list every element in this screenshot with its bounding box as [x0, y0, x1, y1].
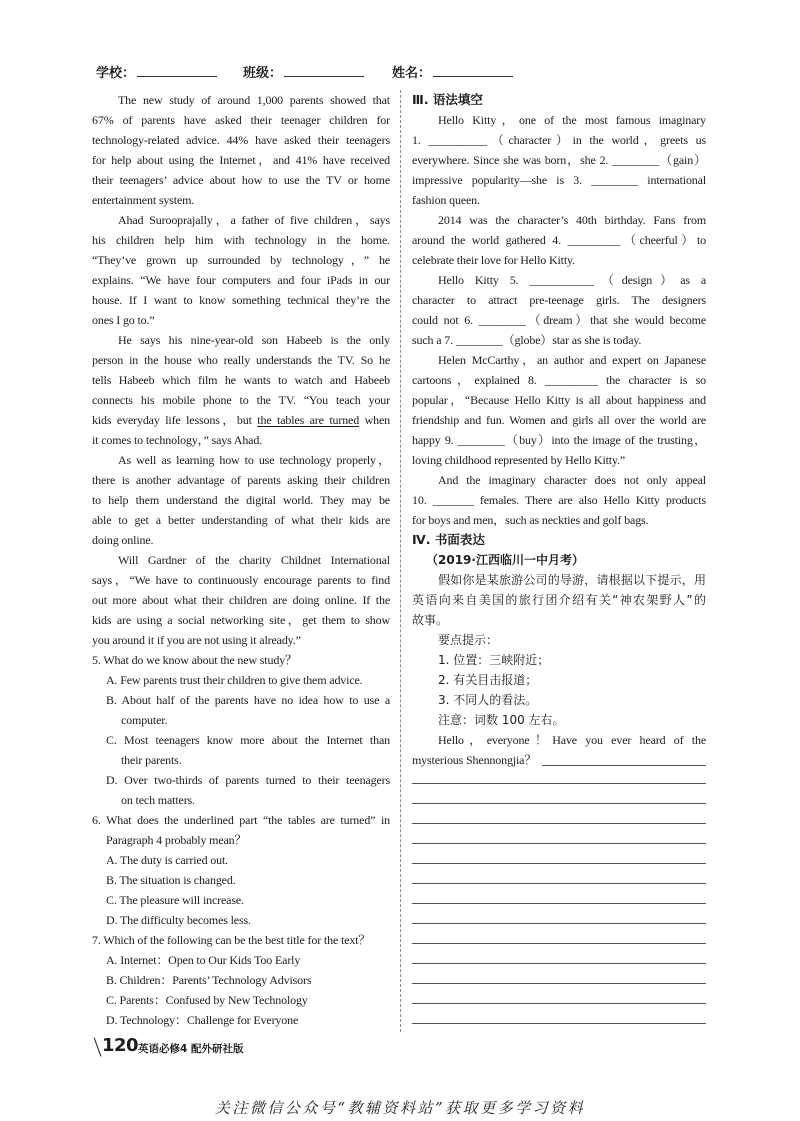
line-text: 2014 was the character’s 40th birthday. Fans from: [438, 213, 706, 227]
answer-line: [412, 1004, 706, 1024]
line-text: their teenagers’ advice about how to use the TV or home: [92, 173, 390, 187]
line-text: As well as learning how to use technology properly，: [118, 453, 390, 467]
text-line: [92, 590, 390, 610]
text-line: [412, 190, 706, 210]
text-line: [92, 290, 390, 310]
line-text: The new study of around 1,000 parents showed that: [118, 93, 390, 107]
text-line: [92, 370, 390, 390]
line-text: D. The difficulty becomes less.: [106, 913, 251, 927]
class-label: 班级：: [243, 66, 283, 81]
answer-line: [412, 984, 706, 1004]
text-line: [412, 110, 706, 130]
text-line: [92, 110, 390, 130]
writing-tip: [412, 710, 706, 730]
text-line: [92, 710, 390, 730]
class-blank[interactable]: [284, 63, 364, 77]
text-line: [412, 510, 706, 530]
text-line: [92, 870, 390, 890]
text-line: [92, 570, 390, 590]
text-line: [92, 390, 390, 410]
text-line: [92, 450, 390, 470]
line-text: celebrate their love for Hello Kitty.: [412, 253, 575, 267]
passage-paragraph: [412, 210, 706, 270]
text-line: [92, 730, 390, 750]
answer-option: [92, 970, 390, 990]
text-line: [412, 530, 706, 550]
line-text: 2. 有关目击报道；: [438, 673, 538, 687]
section-heading: [412, 90, 706, 110]
answer-option: [92, 990, 390, 1010]
line-text: Hello Kitty 5. ___________（design）as a: [438, 273, 706, 287]
passage-paragraph: [92, 550, 390, 650]
answer-option: [92, 890, 390, 910]
text-line: [412, 650, 706, 670]
text-line: [412, 370, 706, 390]
text-line: [92, 170, 390, 190]
line-text: kids are using a social networking site，get them to show: [92, 613, 390, 627]
text-line: [92, 150, 390, 170]
text-line: [92, 470, 390, 490]
school-field: [96, 63, 217, 83]
line-text: C. The pleasure will increase.: [106, 893, 244, 907]
answer-option: [92, 910, 390, 930]
text-line: [92, 770, 390, 790]
line-text: B. Children：Parents’ Technology Advisors: [106, 973, 312, 987]
text-line: [92, 990, 390, 1010]
line-text: his children help him with technology in the home.: [92, 233, 390, 247]
answer-option: [92, 1010, 390, 1030]
line-text: 要点提示：: [438, 633, 499, 647]
line-text: Ahad Surooprajally，a father of five children，says: [118, 213, 390, 227]
line-text: Ⅲ. 语法填空: [412, 92, 483, 107]
passage-paragraph: [92, 330, 390, 450]
line-text: A. The duty is carried out.: [106, 853, 229, 867]
column-divider: [400, 90, 401, 1032]
answer-line: [412, 904, 706, 924]
answer-option: [92, 690, 390, 730]
line-text: Hello Kitty，one of the most famous imaginary: [438, 113, 706, 127]
text-line: [92, 530, 390, 550]
writing-tip: [412, 650, 706, 670]
passage-paragraph: [412, 570, 706, 630]
answer-line: [412, 924, 706, 944]
text-line: [412, 230, 706, 250]
line-text: loving childhood represented by Hello Kitty.”: [412, 453, 626, 467]
text-line: [92, 410, 390, 430]
text-line: [412, 170, 706, 190]
answer-line: [412, 784, 706, 804]
text-line: [92, 690, 390, 710]
passage-paragraph: [412, 350, 706, 470]
text-line: [412, 410, 706, 430]
line-text: And the imaginary character does not only appeal: [438, 473, 706, 487]
line-text: out more about what their children are doing online. If the: [92, 593, 390, 607]
line-text: able to get a better understanding of what their kids are: [92, 513, 390, 527]
line-text: 1. 位置：三峡附近；: [438, 653, 550, 667]
passage-paragraph: [412, 470, 706, 530]
text-line: [412, 90, 706, 110]
line-text: He says his nine-year-old son Habeeb is the only: [118, 333, 390, 347]
text-line: [412, 610, 706, 630]
right-column-content: [412, 90, 706, 770]
line-text: 5. What do we know about the new study？: [92, 653, 297, 667]
line-text: （2019·江西临川一中月考）: [426, 553, 584, 567]
line-text: it comes to technology，” says Ahad.: [92, 433, 263, 447]
text-line: [412, 550, 706, 570]
school-blank[interactable]: [137, 63, 217, 77]
page-number-slash: [94, 1037, 102, 1056]
line-text: C. Most teenagers know more about the Internet than: [106, 733, 390, 747]
question: [92, 930, 390, 950]
text-line: [412, 150, 706, 170]
name-blank[interactable]: [433, 63, 513, 77]
class-field: [243, 63, 364, 83]
text-line: [92, 430, 390, 450]
text-line: [412, 690, 706, 710]
line-text: 10. _______ females. There are also Hello Kitty products: [412, 493, 706, 507]
school-label: 学校：: [96, 66, 136, 81]
text-line: [412, 290, 706, 310]
text-line: [412, 350, 706, 370]
line-text: entertainment system.: [92, 193, 195, 207]
right-column: [412, 90, 706, 1024]
line-text: for boys and men，such as neckties and golf bags.: [412, 513, 649, 527]
line-text: A. Internet：Open to Our Kids Too Early: [106, 953, 301, 967]
text-line: [92, 910, 390, 930]
text-line: [92, 130, 390, 150]
text-line: [92, 790, 390, 810]
text-line: [412, 470, 706, 490]
text-line: [92, 310, 390, 330]
text-line: [92, 930, 390, 950]
line-text: Helen McCarthy，an author and expert on Japanese: [438, 353, 706, 367]
line-text: B. About half of the parents have no idea how to use a: [106, 693, 390, 707]
answer-blank[interactable]: [542, 751, 706, 766]
line-text: 3. 不同人的看法。: [438, 693, 538, 707]
answer-line: [412, 844, 706, 864]
answer-option: [92, 770, 390, 810]
line-text: A. Few parents trust their children to give them advice.: [106, 673, 363, 687]
passage-paragraph: [412, 270, 706, 350]
text-line: [412, 250, 706, 270]
line-text: for help about using the Internet，and 41% have received: [92, 153, 390, 167]
line-text: 67% of parents have asked their teenager children for: [92, 113, 390, 127]
line-text: happy 9. ________（buy）into the image of the trusting，: [412, 433, 706, 447]
name-field: [392, 63, 513, 83]
text-line: [92, 90, 390, 110]
passage-paragraph: [412, 110, 706, 210]
text-line: [92, 610, 390, 630]
line-text: connects his mobile phone to the TV. “You teach your: [92, 393, 390, 407]
answer-line: [412, 804, 706, 824]
line-text: 7. Which of the following can be the best title for the text？: [92, 933, 371, 947]
line-text: Hello，everyone！Have you ever heard of the: [438, 733, 706, 747]
text-line: [412, 730, 706, 750]
text-line: [92, 670, 390, 690]
text-line: [412, 390, 706, 410]
left-column: [92, 90, 390, 1030]
line-text: impressive popularity—she is 3. ________ international: [412, 173, 706, 187]
text-line: [92, 810, 390, 830]
question: [92, 810, 390, 850]
line-text: their parents.: [121, 753, 182, 767]
underlined-phrase: the tables are turned: [257, 413, 360, 427]
passage-paragraph: [92, 450, 390, 550]
answer-line: [412, 964, 706, 984]
text-line: [412, 130, 706, 150]
text-line: [412, 310, 706, 330]
promo-banner: 关注微信公众号“教辅资料站”获取更多学习资料: [214, 1099, 586, 1117]
line-text: character to attract pre-teenage girls. The designers: [412, 293, 706, 307]
line-text: cartoons，explained 8. _________ the character is so: [412, 373, 706, 387]
text-line: [92, 330, 390, 350]
text-line: [412, 490, 706, 510]
text-line: [412, 270, 706, 290]
line-text: when: [359, 413, 390, 427]
line-text: everywhere. Since she was born，she 2. ________（gain）: [412, 153, 706, 167]
page-number: 120: [102, 1035, 139, 1056]
text-line: [412, 590, 706, 610]
line-text: 英语向来自美国的旅行团介绍有关“神农架野人”的: [412, 593, 706, 607]
text-line: [92, 270, 390, 290]
text-line: [92, 230, 390, 250]
answer-option: [92, 870, 390, 890]
line-text: Paragraph 4 probably mean？: [106, 833, 247, 847]
answer-line: [412, 864, 706, 884]
answer-line: [412, 824, 706, 844]
text-line: [92, 850, 390, 870]
writing-answer-area[interactable]: [412, 764, 706, 1024]
line-text: could not 6. ________（dream）that she would become: [412, 313, 706, 327]
line-text: 假如你是某旅游公司的导游，请根据以下提示，用: [438, 573, 706, 587]
text-line: [92, 750, 390, 770]
writing-tip: [412, 630, 706, 650]
answer-option: [92, 950, 390, 970]
line-text: doing online.: [92, 533, 154, 547]
source-note: [412, 550, 706, 570]
text-line: [92, 970, 390, 990]
text-line: [92, 190, 390, 210]
line-text: popular，“Because Hello Kitty is all about happiness and: [412, 393, 706, 407]
text-line: [92, 630, 390, 650]
line-text: B. The situation is changed.: [106, 873, 236, 887]
line-text: Ⅳ. 书面表达: [412, 532, 485, 547]
line-text: D. Over two-thirds of parents turned to their teenagers: [106, 773, 390, 787]
line-text: “They’ve grown up surrounded by technology，” he: [92, 253, 390, 267]
line-text: 注意：词数 100 左右。: [438, 713, 565, 727]
line-text: technology-related advice. 44% have asked their teenagers: [92, 133, 390, 147]
line-text: D. Technology：Challenge for Everyone: [106, 1013, 299, 1027]
text-line: [92, 250, 390, 270]
text-line: [412, 630, 706, 650]
text-line: [92, 550, 390, 570]
line-text: computer.: [121, 713, 168, 727]
line-text: kids everyday life lessons，but: [92, 413, 258, 427]
line-text: 6. What does the underlined part “the tables are turned” in: [92, 813, 390, 827]
line-text: ones I go to.”: [92, 313, 155, 327]
text-line: [92, 830, 390, 850]
text-line: [412, 710, 706, 730]
text-line: [412, 210, 706, 230]
line-text: such a 7. ________（globe）star as she is today.: [412, 333, 642, 347]
line-text: around the world gathered 4. _________（cheerful）to: [412, 233, 706, 247]
line-text: explains. “We have four computers and four iPads in our: [92, 273, 390, 287]
line-text: you around it if you are not using it already.”: [92, 633, 301, 647]
text-line: [412, 430, 706, 450]
name-label: 姓名：: [392, 66, 432, 81]
line-text: 1. __________（character）in the world，greets us: [412, 133, 706, 147]
answer-option: [92, 670, 390, 690]
line-text: C. Parents：Confused by New Technology: [106, 993, 308, 1007]
answer-option: [92, 730, 390, 770]
line-text: says，“We have to continuously encourage parents to find: [92, 573, 390, 587]
text-line: [92, 650, 390, 670]
line-text: mysterious Shennongjia？: [412, 753, 537, 767]
line-text: on tech matters.: [121, 793, 195, 807]
text-line: [92, 490, 390, 510]
line-text: there is another advantage of parents asking their children: [92, 473, 390, 487]
text-line: [92, 890, 390, 910]
line-text: friendship and fun. Women and girls all over the world are: [412, 413, 706, 427]
text-line: [92, 510, 390, 530]
passage-paragraph: [92, 210, 390, 330]
text-line: [92, 1010, 390, 1030]
text-line: [412, 670, 706, 690]
line-text: Will Gardner of the charity Childnet International: [118, 553, 390, 567]
text-line: [92, 350, 390, 370]
line-text: to help them understand the digital world. They may be: [92, 493, 390, 507]
writing-tip: [412, 690, 706, 710]
answer-line: [412, 944, 706, 964]
section-heading: [412, 530, 706, 550]
line-text: tells Habeeb which film he wants to watch and Habeeb: [92, 373, 390, 387]
writing-tip: [412, 670, 706, 690]
answer-option: [92, 850, 390, 870]
text-line: [412, 450, 706, 470]
writing-prompt: [412, 730, 706, 770]
line-text: 故事。: [412, 613, 449, 627]
text-line: [92, 950, 390, 970]
answer-line: [412, 884, 706, 904]
line-text: fashion queen.: [412, 193, 480, 207]
book-title: 英语必修4 配外研社版: [138, 1043, 244, 1055]
text-line: [412, 570, 706, 590]
text-line: [92, 210, 390, 230]
question: [92, 650, 390, 670]
passage-paragraph: [92, 90, 390, 210]
line-text: house. If I want to know something technical they’re the: [92, 293, 390, 307]
line-text: person in the house who really understands the TV. So he: [92, 353, 390, 367]
text-line: [412, 330, 706, 350]
